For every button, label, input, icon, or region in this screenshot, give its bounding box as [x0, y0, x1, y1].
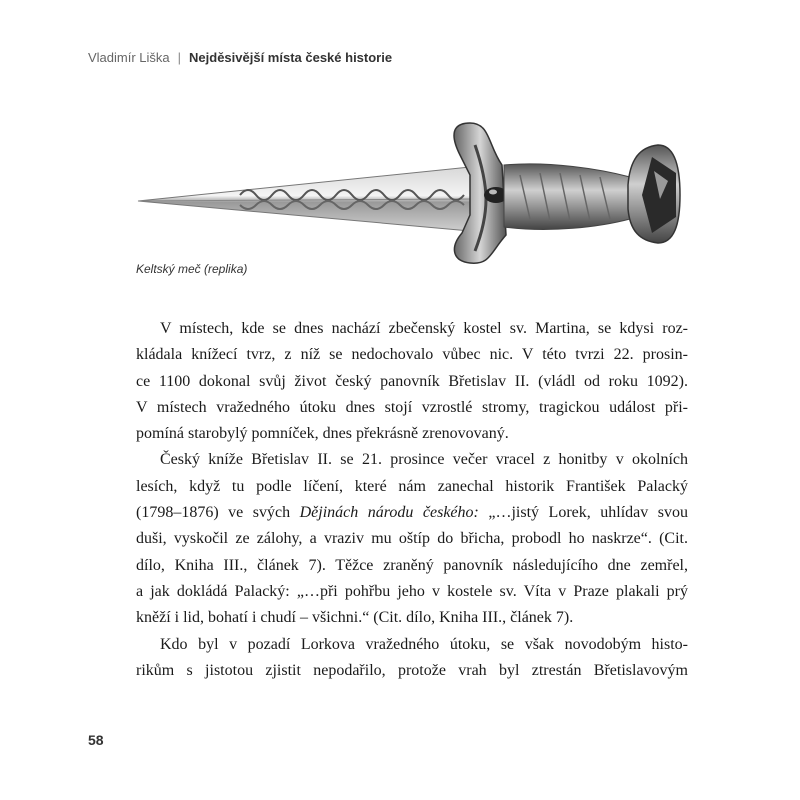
- text-line: rikům s jistotou zjistit nepodařilo, protože vrah byl ztrestán Břetislavovým: [136, 661, 688, 679]
- text-line: a jak dokládá Palacký: „…při pohřbu jeho v kostele sv. Víta v Praze plakali prý: [136, 582, 688, 600]
- text-line: ce 1100 dokonal svůj život český panovník Břetislav II. (vládl od roku 1092).: [136, 372, 688, 390]
- header-book-title: Nejděsivější místa české historie: [189, 50, 393, 65]
- page-number: 58: [88, 732, 104, 748]
- body-text: [136, 316, 688, 684]
- text-segment: „…jistý Lorek, uhlídav svou: [478, 504, 688, 522]
- text-line: Kdo byl v pozadí Lorkova vražedného útoku, se však novodobým histo-: [160, 635, 688, 653]
- text-line: pomíná starobylý pomníček, dnes překrásně zrenovovaný.: [136, 425, 509, 443]
- text-line: V místech vražedného útoku dnes stojí vzrostlé stromy, tragickou událost při-: [136, 398, 688, 416]
- text-line: dílo, Kniha III., článek 7). Těžce zraněný panovník následujícího dne zemřel,: [136, 556, 688, 574]
- text-line: kněží i lid, bohatí i chudí – všichni.“ (Cit. dílo, Kniha III., článek 7).: [136, 609, 574, 627]
- text-line: kládala knížecí tvrz, z níž se nedochovalo vůbec nic. V této tvrzi 22. prosin-: [136, 346, 688, 364]
- text-line: Český kníže Břetislav II. se 21. prosince večer vracel z honitby v okolních: [160, 451, 688, 469]
- text-line: lesích, když tu podle líčení, které nám zanechal historik František Palacký: [136, 477, 688, 495]
- text-line-with-title: [136, 500, 688, 526]
- figure-caption: Keltský meč (replika): [136, 262, 248, 276]
- header-author: Vladimír Liška: [88, 50, 170, 65]
- running-header: [88, 50, 392, 65]
- text-line: V místech, kde se dnes nachází zbečenský kostel sv. Martina, se kdysi roz-: [160, 320, 688, 337]
- italic-work-title: Dějinách národu českého:: [299, 504, 479, 522]
- celtic-dagger-illustration: [130, 115, 690, 265]
- text-segment: (1798–1876) ve svých: [136, 504, 300, 522]
- text-line: duši, vyskočil ze zálohy, a vraziv mu oštíp do břicha, probodl ho naskrze“. (Cit.: [136, 530, 688, 548]
- header-separator: |: [177, 50, 182, 65]
